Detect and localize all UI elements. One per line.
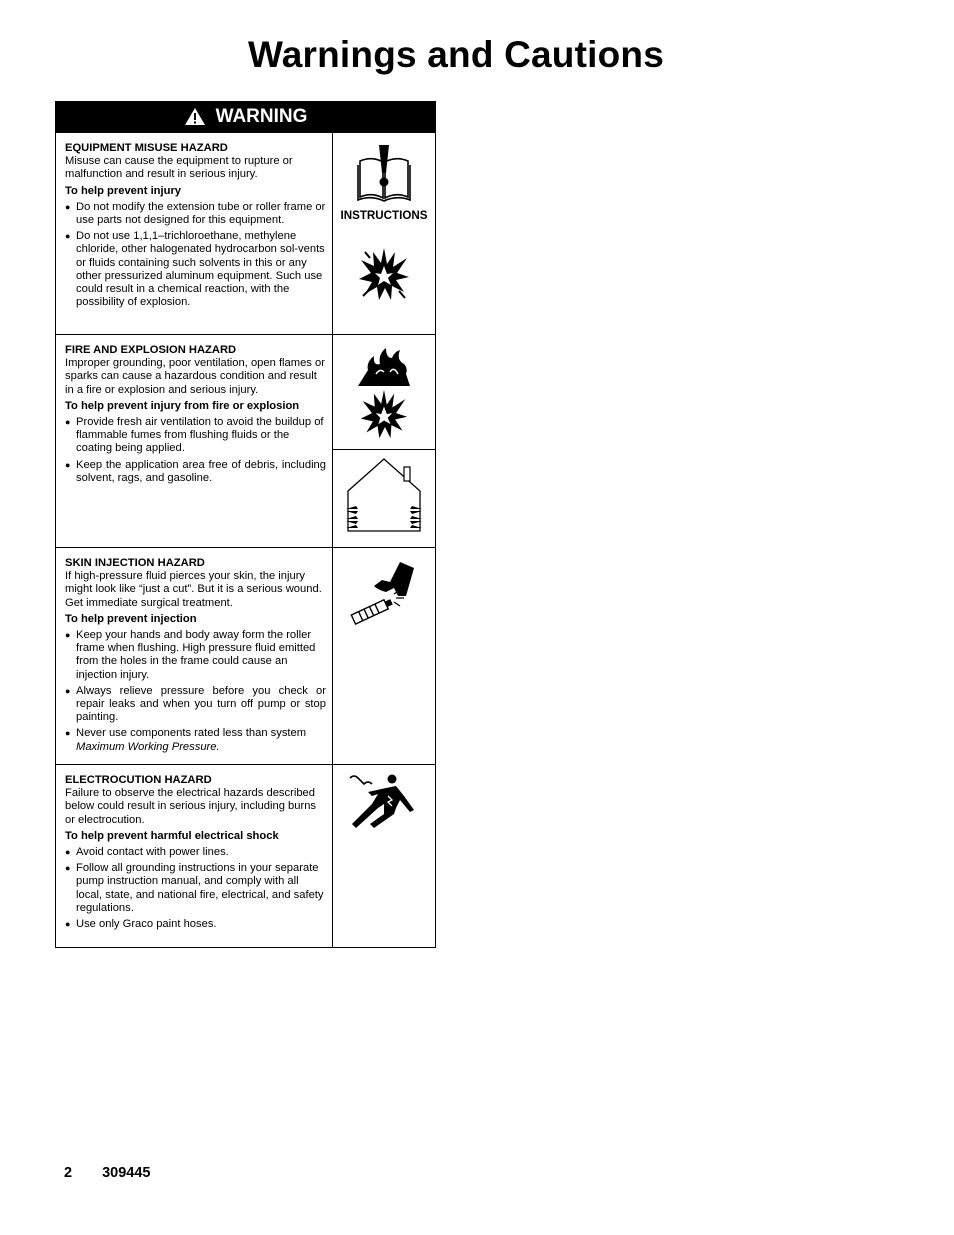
warning-header [56,101,435,132]
bullet-list [65,629,326,754]
page-footer [64,1165,150,1181]
ventilation-house-icon [344,457,424,533]
explosion-icon [359,388,409,440]
page-title: Warnings and Cautions [247,34,664,75]
prevent-heading: To help prevent injury [65,184,182,197]
section-description: Failure to observe the electrical hazards described below could result in serious injury, including burns or electrocution. [65,787,317,826]
bullet-list [65,201,326,310]
instruction-manual-icon [356,143,412,203]
section-heading: FIRE AND EXPLOSION HAZARD [65,344,237,356]
section-description: If high-pressure fluid pierces your skin, the injury might look like “just a cut”. But it is a serious wound. Get immediate surgical treatment. [65,570,322,609]
bullet-list [65,416,326,485]
prevent-heading: To help prevent injection [65,612,197,625]
section-heading: EQUIPMENT MISUSE HAZARD [65,142,228,154]
explosion-icon [357,246,411,302]
bullet-item: ● Use only Graco paint hoses. [65,918,326,931]
section-icons [333,548,435,764]
bullet-item: ● Provide fresh air ventilation to avoid the buildup of flammable fumes from flushing fluids or the coating being applied. [65,416,326,456]
instructions-label: INSTRUCTIONS [340,209,428,222]
fire-explosion-section [56,334,435,547]
section-text [56,335,333,547]
bullet-item: ● Follow all grounding instructions in your separate pump instruction manual, and comply with all local, state, and national fire, electrical, and safety regulations. [65,862,326,915]
bullet-list [65,846,326,931]
warning-triangle-icon [184,107,206,126]
section-heading: ELECTROCUTION HAZARD [65,774,212,786]
electrocution-icon [348,774,420,840]
document-number: 309445 [102,1165,151,1181]
electrocution-section [56,764,435,947]
section-heading: SKIN INJECTION HAZARD [65,557,205,569]
bullet-item: ● Keep your hands and body away form the roller frame when flushing. High pressure fluid emitted from the holes in the frame could cause an injection injury. [65,629,326,682]
section-text [56,548,333,764]
prevent-heading: To help prevent injury from fire or explosion [65,399,300,412]
bullet-text: Never use components rated less than system [76,727,307,740]
skin-injection-section [56,547,435,764]
section-icons [333,335,435,547]
page-number: 2 [64,1165,73,1181]
fire-icon [356,344,412,388]
warning-box [55,101,436,948]
bullet-item: ● Do not modify the extension tube or roller frame or use parts not designed for this equipment. [65,201,326,227]
bullet-item: ● Avoid contact with power lines. [65,846,326,859]
fire-icon-cell [333,335,435,449]
section-description: Misuse can cause the equipment to rupture or malfunction and result in serious injury. [65,155,293,181]
equipment-misuse-section [56,132,435,334]
bullet-item: ● Always relieve pressure before you check or repair leaks and when you turn off pump or stop painting. [65,685,326,725]
bullet-item: ● Do not use 1,1,1–trichloroethane, methylene chloride, other halogenated hydrocarbon sol-vents or fluids containing such solvents in this or any other pressurized aluminum equipment. Such use could result in a chemical reaction, with the possibility of explosion. [65,230,326,309]
bullet-item: ● Keep the application area free of debris, including solvent, rags, and gasoline. [65,459,326,485]
section-text [56,765,333,947]
warning-header-label: WARNING [215,105,308,127]
max-working-pressure-text: Maximum Working Pressure. [76,740,220,753]
skin-injection-icon [348,560,420,626]
section-icons [333,765,435,947]
ventilation-icon-cell [333,449,435,547]
section-description: Improper grounding, poor ventilation, open flames or sparks can cause a hazardous condition and result in a fire or explosion and serious injury. [65,357,325,396]
bullet-item [65,727,326,753]
section-text [56,133,333,334]
section-icons [333,133,435,334]
prevent-heading: To help prevent harmful electrical shock [65,829,279,842]
